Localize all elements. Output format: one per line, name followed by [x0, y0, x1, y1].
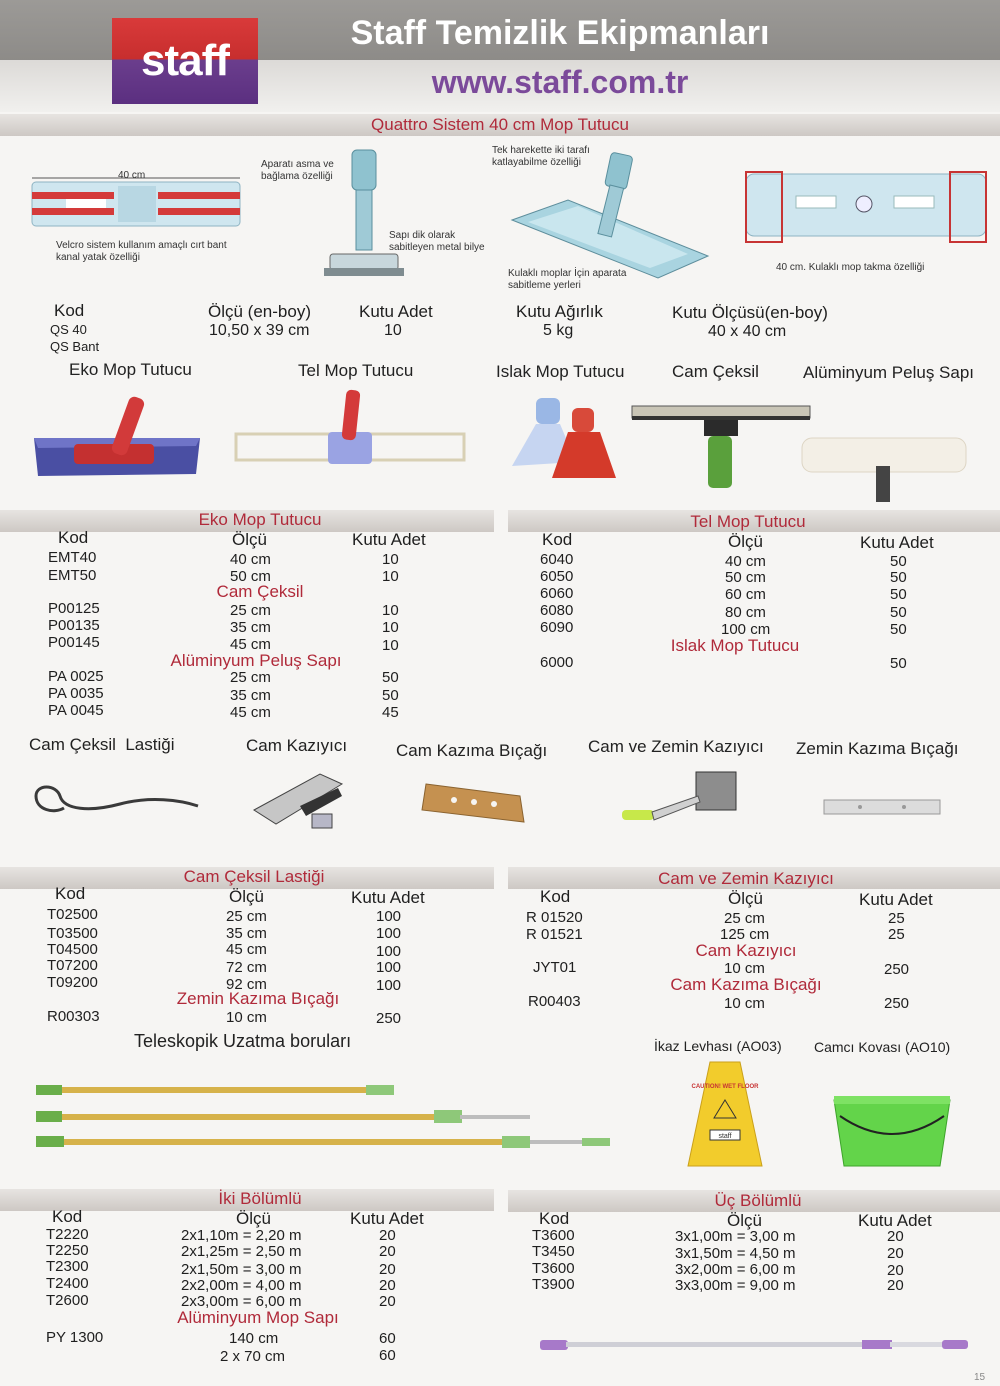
row-adet: 25	[888, 910, 905, 927]
col-header-olcu: Ölçü	[229, 887, 264, 906]
row-kod: T07200	[47, 957, 98, 974]
col-header-kod: Kod	[540, 887, 571, 906]
row-olcu: 40 cm	[230, 551, 271, 568]
row-kod: R 01520	[526, 909, 583, 926]
row-olcu: 10 cm	[724, 960, 765, 977]
row-olcu: 45 cm	[230, 636, 271, 653]
website-link[interactable]: www.staff.com.tr	[431, 64, 689, 100]
telescopic-title: Teleskopik Uzatma boruları	[134, 1031, 352, 1051]
row-olcu: 25 cm	[226, 908, 267, 925]
row-adet: 50	[890, 586, 907, 603]
quattro-kod-1: QS 40	[50, 322, 87, 337]
group-title: Zemin Kazıma Bıçağı	[176, 989, 340, 1008]
col-header-olcu: Ölçü	[236, 1209, 271, 1228]
row-adet: 100	[376, 977, 402, 994]
row-olcu: 2x1,25m = 2,50 m	[181, 1243, 302, 1260]
row-olcu: 25 cm	[230, 669, 271, 686]
col-header-olcu: Ölçü	[232, 530, 267, 549]
tel-mop-holder-image	[232, 388, 468, 472]
product-label: Cam Kazıma Bıçağı	[396, 741, 548, 760]
row-kod: P00125	[48, 600, 100, 617]
row-kod: EMT40	[48, 549, 97, 566]
product-label: Alüminyum Peluş Sapı	[803, 363, 975, 382]
col-header-olcu: Ölçü	[728, 889, 763, 908]
aluminium-mop-handle-image	[536, 1334, 972, 1354]
row-kod: T3600	[532, 1260, 575, 1277]
telescopic-poles-image	[30, 1080, 614, 1156]
row-kod: T03500	[47, 925, 98, 942]
row-olcu: 25 cm	[724, 910, 765, 927]
row-olcu: 2x3,00m = 6,00 m	[181, 1293, 302, 1310]
product-label: Cam Çeksil	[672, 362, 759, 381]
fold-note: Tek harekette iki tarafı katlayabilme özelliği	[492, 145, 590, 168]
group-title: Cam Kazıyıcı	[695, 941, 797, 960]
row-adet: 100	[376, 925, 402, 942]
row-olcu: 50 cm	[230, 568, 271, 585]
row-kod: T09200	[47, 974, 98, 991]
row-adet: 10	[382, 602, 399, 619]
row-adet: 250	[884, 995, 910, 1012]
row-kod: T2220	[46, 1226, 89, 1243]
logo-text: staff	[141, 36, 229, 85]
row-adet: 20	[379, 1261, 396, 1278]
row-kod: 6050	[540, 568, 574, 585]
row-kod: T2600	[46, 1292, 89, 1309]
quattro-olcu: 10,50 x 39 cm	[209, 322, 310, 339]
row-adet: 10	[382, 568, 399, 585]
col-header-kutu-adet: Kutu Adet	[859, 890, 933, 909]
col-header-kutu-adet: Kutu Adet	[351, 888, 425, 907]
row-kod: R 01521	[526, 926, 583, 943]
group-title: Alüminyum Peluş Sapı	[170, 651, 342, 670]
plush-applicator-image	[798, 430, 970, 504]
row-olcu: 100 cm	[721, 621, 771, 638]
row-kod: T2400	[46, 1275, 89, 1292]
row-kod: JYT01	[533, 959, 577, 976]
row-kod: PY 1300	[46, 1329, 104, 1346]
staff-logo	[112, 18, 258, 104]
row-olcu: 25 cm	[230, 602, 271, 619]
product-label: Cam ve Zemin Kazıyıcı	[588, 737, 764, 756]
col-header-olcu: Ölçü	[728, 532, 763, 551]
row-olcu: 72 cm	[226, 959, 267, 976]
sign-text: CAUTION! WET FLOOR	[691, 1084, 759, 1090]
eko-mop-holder-image	[30, 392, 205, 484]
col-header-kod: Kod	[542, 530, 573, 549]
row-kod: 6090	[540, 619, 574, 636]
row-adet: 100	[376, 943, 402, 960]
row-kod: T3600	[532, 1227, 575, 1244]
row-olcu: 40 cm	[725, 553, 766, 570]
glass-scraper-blade-image	[420, 776, 532, 828]
col-header-kutu-adet: Kutu Adet	[860, 533, 934, 552]
group-title: Üç Bölümlü	[714, 1191, 802, 1210]
col-header-olcu: Ölçü (en-boy)	[208, 302, 311, 321]
row-kod: EMT50	[48, 567, 97, 584]
product-label: Cam Kazıyıcı	[246, 736, 348, 755]
row-kod: 6060	[540, 585, 574, 602]
product-label: Islak Mop Tutucu	[496, 362, 625, 381]
row-adet: 20	[887, 1245, 904, 1262]
row-olcu: 3x1,50m = 4,50 m	[675, 1245, 796, 1262]
glass-scraper-image	[250, 770, 346, 834]
row-kod: PA 0025	[48, 668, 104, 685]
row-kod: P00145	[48, 634, 100, 651]
row-adet: 10	[382, 637, 399, 654]
row-adet: 50	[890, 604, 907, 621]
row-adet: 50	[890, 621, 907, 638]
row-kod: T04500	[47, 941, 98, 958]
metal-ball-note: Sapı dik olarak sabitleyen metal bilye	[389, 230, 485, 253]
wet-floor-sign-image	[680, 1058, 770, 1172]
mop-holder-ears-illustration	[744, 168, 988, 248]
ears-note: 40 cm. Kulaklı mop takma özelliği	[776, 262, 925, 273]
row-adet: 60	[379, 1347, 396, 1364]
group-title: Cam Kazıma Bıçağı	[670, 975, 822, 994]
row-olcu: 2x2,00m = 4,00 m	[181, 1277, 302, 1294]
row-adet: 50	[890, 655, 907, 672]
row-adet: 100	[376, 959, 402, 976]
product-label: Cam Çeksil Lastiği	[29, 735, 175, 754]
row-adet: 60	[379, 1330, 396, 1347]
col-header-kutu-agirlik: Kutu Ağırlık	[516, 302, 603, 321]
row-olcu: 125 cm	[720, 926, 770, 943]
row-olcu: 35 cm	[230, 619, 271, 636]
row-kod: 6040	[540, 551, 574, 568]
row-adet: 45	[382, 704, 399, 721]
col-header-kod: Kod	[539, 1209, 570, 1228]
row-adet: 50	[382, 669, 399, 686]
row-kod: PA 0035	[48, 685, 104, 702]
col-header-kod: Kod	[54, 301, 85, 320]
row-olcu: 10 cm	[724, 995, 765, 1012]
glass-floor-scraper-image	[618, 768, 748, 826]
group-title: Cam Çeksil	[216, 582, 304, 601]
width-label: 40 cm	[118, 170, 146, 181]
row-olcu: 3x2,00m = 6,00 m	[675, 1261, 796, 1278]
bucket-label: Camcı Kovası (AO10)	[814, 1039, 951, 1055]
page-number: 15	[974, 1372, 986, 1383]
row-adet: 25	[888, 926, 905, 943]
window-bucket-image	[830, 1082, 954, 1170]
floor-scraper-blade-image	[820, 796, 944, 818]
hang-note: Aparatı asma ve bağlama özelliği	[261, 159, 334, 182]
row-kod: T02500	[47, 906, 98, 923]
row-olcu: 80 cm	[725, 604, 766, 621]
wet-mop-holder-image	[506, 392, 618, 484]
row-olcu: 50 cm	[725, 569, 766, 586]
row-olcu: 140 cm	[229, 1330, 279, 1347]
group-title: Eko Mop Tutucu	[198, 510, 322, 529]
group-title: Tel Mop Tutucu	[690, 512, 806, 531]
group-title: Alüminyum Mop Sapı	[177, 1308, 339, 1327]
row-olcu: 35 cm	[230, 687, 271, 704]
group-title: İki Bölümlü	[218, 1189, 302, 1208]
row-kod: T2250	[46, 1242, 89, 1259]
row-kod: 6080	[540, 602, 574, 619]
mop-holder-folding-illustration	[508, 150, 713, 285]
row-adet: 20	[887, 1277, 904, 1294]
row-kod: PA 0045	[48, 702, 104, 719]
row-kod: 6000	[540, 654, 574, 671]
row-adet: 50	[890, 553, 907, 570]
row-adet: 250	[376, 1010, 402, 1027]
row-kod: R00403	[528, 993, 581, 1010]
quattro-kod-2: QS Bant	[50, 339, 100, 354]
row-olcu: 2x1,50m = 3,00 m	[181, 1261, 302, 1278]
row-olcu: 45 cm	[226, 941, 267, 958]
col-header-kod: Kod	[52, 1207, 83, 1226]
quattro-title: Quattro Sistem 40 cm Mop Tutucu	[371, 115, 629, 134]
row-olcu: 92 cm	[226, 976, 267, 993]
group-title: Cam ve Zemin Kazıyıcı	[658, 869, 834, 888]
row-olcu: 45 cm	[230, 704, 271, 721]
row-adet: 20	[887, 1262, 904, 1279]
row-kod: T3450	[532, 1243, 575, 1260]
row-adet: 20	[379, 1227, 396, 1244]
row-adet: 10	[382, 619, 399, 636]
row-adet: 20	[379, 1277, 396, 1294]
col-header-kod: Kod	[58, 528, 89, 547]
product-label: Eko Mop Tutucu	[69, 360, 192, 379]
row-olcu: 2x1,10m = 2,20 m	[181, 1227, 302, 1244]
quattro-kutu-olcusu: 40 x 40 cm	[708, 323, 787, 340]
row-olcu: 3x1,00m = 3,00 m	[675, 1228, 796, 1245]
row-kod: R00303	[47, 1008, 100, 1025]
col-header-kutu-adet: Kutu Adet	[350, 1209, 424, 1228]
warning-sign-label: İkaz Levhası (AO03)	[654, 1038, 782, 1054]
row-adet: 20	[379, 1293, 396, 1310]
row-kod: T3900	[532, 1276, 575, 1293]
quattro-kutu-agirlik: 5 kg	[543, 322, 574, 339]
velcro-note: Velcro sistem kullanım amaçlı cırt bant kanal yatak özelliği	[56, 240, 227, 263]
col-header-kutu-olcusu: Kutu Ölçüsü(en-boy)	[672, 303, 828, 322]
page-title: Staff Temizlik Ekipmanları	[350, 14, 770, 52]
squeegee-rubber-image	[30, 780, 202, 822]
pockets-note: Kulaklı moplar İçin aparata sabitleme yerleri	[508, 268, 627, 291]
col-header-kod: Kod	[55, 884, 86, 903]
row-adet: 50	[382, 687, 399, 704]
row-olcu: 3x3,00m = 9,00 m	[675, 1277, 796, 1294]
sign-brand: staff	[718, 1133, 732, 1140]
col-header-kutu-adet: Kutu Adet	[352, 530, 426, 549]
product-label: Tel Mop Tutucu	[298, 361, 414, 380]
row-adet: 50	[890, 569, 907, 586]
row-adet: 20	[379, 1243, 396, 1260]
row-olcu: 2 x 70 cm	[220, 1348, 286, 1365]
row-kod: P00135	[48, 617, 100, 634]
row-olcu: 60 cm	[725, 586, 766, 603]
row-olcu: 10 cm	[226, 1009, 267, 1026]
col-header-kutu-adet: Kutu Adet	[359, 302, 433, 321]
group-title: Islak Mop Tutucu	[670, 636, 800, 655]
row-adet: 100	[376, 908, 402, 925]
quattro-kutu-adet: 10	[384, 322, 402, 339]
row-adet: 250	[884, 961, 910, 978]
col-header-kutu-adet: Kutu Adet	[858, 1211, 932, 1230]
product-label: Zemin Kazıma Bıçağı	[796, 739, 959, 758]
row-adet: 10	[382, 551, 399, 568]
row-kod: T2300	[46, 1258, 89, 1275]
window-squeegee-image	[630, 402, 812, 490]
row-olcu: 35 cm	[226, 925, 267, 942]
group-title: Cam Çeksil Lastiği	[183, 867, 325, 886]
col-header-olcu: Ölçü	[727, 1211, 762, 1230]
row-adet: 20	[887, 1228, 904, 1245]
